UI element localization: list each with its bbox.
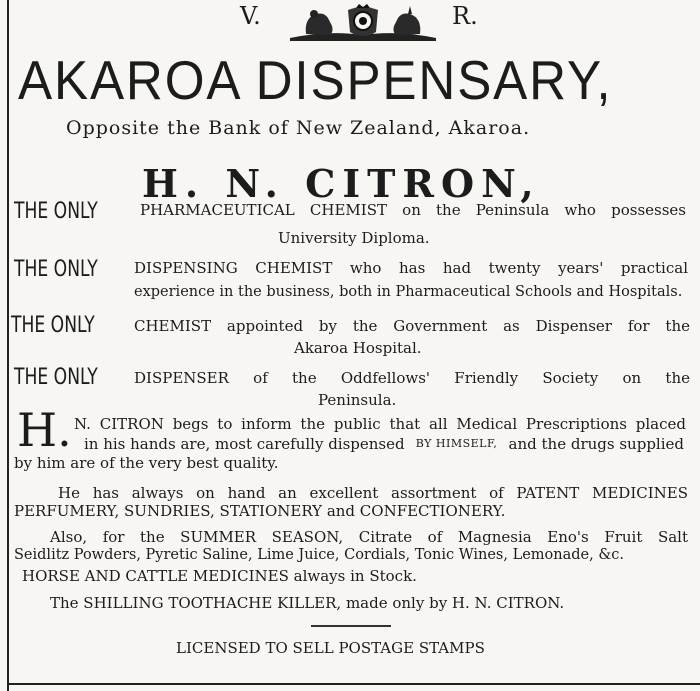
claim-line: DISPENSER of the Oddfellows' Friendly Society on the	[134, 369, 690, 387]
claim-line: DISPENSING CHEMIST who has had twenty years' practical	[134, 259, 688, 277]
stock-line: Also, for the SUMMER SEASON, Citrate of Magnesia Eno's Fruit Salt	[50, 528, 688, 546]
notice-text: and the drugs supplied	[508, 435, 684, 453]
postage-notice: LICENSED TO SELL POSTAGE STAMPS	[176, 639, 485, 657]
address-line: Opposite the Bank of New Zealand, Akaroa.	[66, 117, 531, 139]
claim-lead: THE ONLY	[14, 199, 98, 224]
notice-line	[84, 435, 684, 453]
page-title: AKAROA DISPENSARY,	[18, 49, 613, 111]
stock-line: Seidlitz Powders, Pyretic Saline, Lime Juice, Cordials, Tonic Wines, Lemonade, &c.	[14, 547, 624, 563]
bottom-rule	[9, 683, 700, 685]
divider	[311, 625, 391, 627]
drop-cap: H.	[17, 403, 72, 457]
left-border-rule	[7, 0, 9, 691]
proprietor-name: H. N. CITRON,	[142, 161, 541, 206]
royal-cipher-r: R.	[452, 2, 478, 30]
claim-lead: THE ONLY	[14, 257, 98, 282]
notice-line: N. CITRON begs to inform the public that all Medical Prescriptions placed	[74, 415, 686, 433]
royal-cipher-v: V.	[240, 2, 261, 30]
claim-line: PHARMACEUTICAL CHEMIST on the Peninsula who possesses	[140, 201, 686, 219]
royal-coat-of-arms-icon	[288, 4, 438, 42]
claim-lead: THE ONLY	[14, 365, 98, 390]
stock-line: The SHILLING TOOTHACHE KILLER, made only by H. N. CITRON.	[50, 594, 565, 612]
stock-line: HORSE AND CATTLE MEDICINES always in Stock.	[22, 567, 417, 585]
claim-lead: THE ONLY	[11, 313, 95, 338]
notice-emphasis: BY HIMSELF,	[415, 437, 498, 450]
claim-line: Peninsula.	[318, 391, 397, 409]
notice-text: in his hands are, most carefully dispensed	[84, 435, 405, 453]
notice-line: by him are of the very best quality.	[14, 454, 279, 472]
claim-line: CHEMIST appointed by the Government as Dispenser for the	[134, 317, 690, 335]
claim-line: University Diploma.	[278, 229, 430, 247]
claim-line: experience in the business, both in Pharmaceutical Schools and Hospitals.	[134, 284, 683, 300]
claim-line: Akaroa Hospital.	[294, 339, 422, 357]
stock-line: PERFUMERY, SUNDRIES, STATIONERY and CONFECTIONERY.	[14, 502, 506, 520]
stock-line: He has always on hand an excellent assortment of PATENT MEDICINES	[58, 484, 688, 502]
